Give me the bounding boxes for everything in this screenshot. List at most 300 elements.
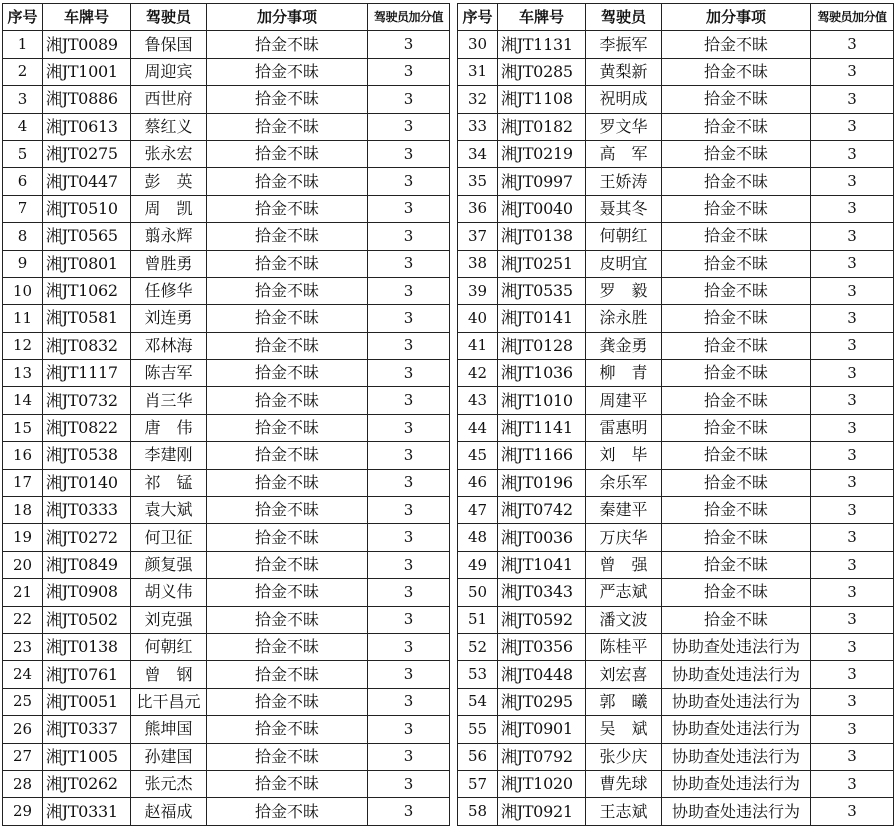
bonus-item-cell: 拾金不昧 xyxy=(662,469,811,496)
driver-name-cell: 蔡红义 xyxy=(131,113,207,140)
plate-number-cell: 湘JT0331 xyxy=(43,798,131,825)
bonus-item-cell: 协助查处违法行为 xyxy=(662,798,811,825)
driver-name-cell: 张永宏 xyxy=(131,140,207,167)
header-plate: 车牌号 xyxy=(498,4,586,31)
bonus-points-cell: 3 xyxy=(368,360,450,387)
driver-name-cell: 罗文华 xyxy=(586,113,662,140)
bonus-points-cell: 3 xyxy=(811,497,894,524)
bonus-item-cell: 拾金不昧 xyxy=(662,113,811,140)
bonus-item-cell: 协助查处违法行为 xyxy=(662,661,811,688)
bonus-points-cell: 3 xyxy=(811,469,894,496)
driver-name-cell: 颜复强 xyxy=(131,551,207,578)
table-row xyxy=(458,58,894,85)
bonus-item-cell: 拾金不昧 xyxy=(662,86,811,113)
driver-name-cell: 龚金勇 xyxy=(586,332,662,359)
header-points: 驾驶员加分值 xyxy=(368,4,450,31)
row-index-cell: 11 xyxy=(3,305,43,332)
row-index-cell: 2 xyxy=(3,58,43,85)
bonus-points-cell: 3 xyxy=(811,387,894,414)
driver-name-cell: 王娇涛 xyxy=(586,168,662,195)
bonus-item-cell: 拾金不昧 xyxy=(662,360,811,387)
plate-number-cell: 湘JT1005 xyxy=(43,743,131,770)
driver-name-cell: 肖三华 xyxy=(131,387,207,414)
table-row xyxy=(458,86,894,113)
row-index-cell: 43 xyxy=(458,387,498,414)
bonus-points-cell: 3 xyxy=(368,442,450,469)
row-index-cell: 10 xyxy=(3,277,43,304)
table-body-right xyxy=(458,31,894,825)
bonus-points-cell: 3 xyxy=(368,414,450,441)
driver-name-cell: 熊坤国 xyxy=(131,716,207,743)
bonus-item-cell: 拾金不昧 xyxy=(662,332,811,359)
driver-points-table-left xyxy=(2,3,450,826)
driver-name-cell: 鲁保国 xyxy=(131,31,207,58)
bonus-points-cell: 3 xyxy=(368,551,450,578)
row-index-cell: 48 xyxy=(458,524,498,551)
bonus-item-cell: 拾金不昧 xyxy=(207,688,368,715)
table-row xyxy=(458,579,894,606)
bonus-item-cell: 拾金不昧 xyxy=(662,195,811,222)
bonus-item-cell: 拾金不昧 xyxy=(207,770,368,797)
bonus-item-cell: 拾金不昧 xyxy=(207,360,368,387)
bonus-points-cell: 3 xyxy=(811,195,894,222)
table-row xyxy=(458,798,894,825)
driver-points-table-right xyxy=(457,3,894,826)
driver-name-cell: 曾 钢 xyxy=(131,661,207,688)
row-index-cell: 26 xyxy=(3,716,43,743)
row-index-cell: 23 xyxy=(3,633,43,660)
plate-number-cell: 湘JT0262 xyxy=(43,770,131,797)
plate-number-cell: 湘JT0448 xyxy=(498,661,586,688)
bonus-item-cell: 拾金不昧 xyxy=(662,305,811,332)
table-row xyxy=(458,716,894,743)
plate-number-cell: 湘JT1117 xyxy=(43,360,131,387)
row-index-cell: 7 xyxy=(3,195,43,222)
header-driver: 驾驶员 xyxy=(131,4,207,31)
bonus-points-cell: 3 xyxy=(368,250,450,277)
driver-name-cell: 皮明宜 xyxy=(586,250,662,277)
bonus-points-cell: 3 xyxy=(811,168,894,195)
plate-number-cell: 湘JT1020 xyxy=(498,770,586,797)
driver-name-cell: 刘克强 xyxy=(131,606,207,633)
table-row xyxy=(3,469,450,496)
bonus-item-cell: 协助查处违法行为 xyxy=(662,743,811,770)
bonus-points-cell: 3 xyxy=(368,195,450,222)
row-index-cell: 55 xyxy=(458,716,498,743)
plate-number-cell: 湘JT1001 xyxy=(43,58,131,85)
plate-number-cell: 湘JT0140 xyxy=(43,469,131,496)
table-row xyxy=(458,688,894,715)
bonus-item-cell: 协助查处违法行为 xyxy=(662,770,811,797)
header-points: 驾驶员加分值 xyxy=(811,4,894,31)
bonus-points-cell: 3 xyxy=(368,58,450,85)
driver-name-cell: 赵福成 xyxy=(131,798,207,825)
driver-name-cell: 涂永胜 xyxy=(586,305,662,332)
bonus-item-cell: 拾金不昧 xyxy=(207,551,368,578)
plate-number-cell: 湘JT0251 xyxy=(498,250,586,277)
row-index-cell: 50 xyxy=(458,579,498,606)
bonus-points-cell: 3 xyxy=(368,606,450,633)
table-row xyxy=(458,551,894,578)
driver-name-cell: 黄梨新 xyxy=(586,58,662,85)
bonus-points-cell: 3 xyxy=(368,743,450,770)
header-index: 序号 xyxy=(3,4,43,31)
bonus-item-cell: 拾金不昧 xyxy=(662,414,811,441)
row-index-cell: 3 xyxy=(3,86,43,113)
row-index-cell: 20 xyxy=(3,551,43,578)
row-index-cell: 52 xyxy=(458,633,498,660)
plate-number-cell: 湘JT0886 xyxy=(43,86,131,113)
row-index-cell: 39 xyxy=(458,277,498,304)
row-index-cell: 24 xyxy=(3,661,43,688)
row-index-cell: 4 xyxy=(3,113,43,140)
table-row xyxy=(458,168,894,195)
bonus-points-cell: 3 xyxy=(811,113,894,140)
bonus-item-cell: 拾金不昧 xyxy=(662,387,811,414)
driver-name-cell: 万庆华 xyxy=(586,524,662,551)
bonus-item-cell: 拾金不昧 xyxy=(207,140,368,167)
driver-name-cell: 唐 伟 xyxy=(131,414,207,441)
plate-number-cell: 湘JT0272 xyxy=(43,524,131,551)
table-row xyxy=(458,195,894,222)
bonus-item-cell: 协助查处违法行为 xyxy=(662,633,811,660)
table-row xyxy=(3,387,450,414)
table-row xyxy=(458,442,894,469)
table-row xyxy=(3,113,450,140)
driver-name-cell: 曾胜勇 xyxy=(131,250,207,277)
driver-name-cell: 刘连勇 xyxy=(131,305,207,332)
bonus-item-cell: 协助查处违法行为 xyxy=(662,716,811,743)
bonus-points-cell: 3 xyxy=(368,332,450,359)
table-row xyxy=(3,86,450,113)
bonus-item-cell: 拾金不昧 xyxy=(207,58,368,85)
bonus-points-cell: 3 xyxy=(811,360,894,387)
bonus-item-cell: 拾金不昧 xyxy=(207,497,368,524)
table-row xyxy=(3,360,450,387)
driver-name-cell: 李振军 xyxy=(586,31,662,58)
bonus-points-cell: 3 xyxy=(811,579,894,606)
table-row xyxy=(458,661,894,688)
plate-number-cell: 湘JT1062 xyxy=(43,277,131,304)
bonus-points-cell: 3 xyxy=(368,579,450,606)
plate-number-cell: 湘JT0337 xyxy=(43,716,131,743)
table-header-row xyxy=(458,4,894,31)
plate-number-cell: 湘JT0141 xyxy=(498,305,586,332)
row-index-cell: 56 xyxy=(458,743,498,770)
bonus-points-cell: 3 xyxy=(811,140,894,167)
plate-number-cell: 湘JT0565 xyxy=(43,223,131,250)
bonus-points-cell: 3 xyxy=(811,250,894,277)
driver-name-cell: 西世府 xyxy=(131,86,207,113)
bonus-item-cell: 拾金不昧 xyxy=(207,31,368,58)
table-row xyxy=(3,442,450,469)
plate-number-cell: 湘JT0128 xyxy=(498,332,586,359)
bonus-item-cell: 拾金不昧 xyxy=(207,332,368,359)
plate-number-cell: 湘JT0040 xyxy=(498,195,586,222)
row-index-cell: 22 xyxy=(3,606,43,633)
row-index-cell: 35 xyxy=(458,168,498,195)
row-index-cell: 58 xyxy=(458,798,498,825)
bonus-item-cell: 拾金不昧 xyxy=(207,195,368,222)
table-row xyxy=(3,31,450,58)
plate-number-cell: 湘JT0742 xyxy=(498,497,586,524)
plate-number-cell: 湘JT0138 xyxy=(498,223,586,250)
bonus-points-cell: 3 xyxy=(811,442,894,469)
row-index-cell: 6 xyxy=(3,168,43,195)
plate-number-cell: 湘JT0792 xyxy=(498,743,586,770)
plate-number-cell: 湘JT0732 xyxy=(43,387,131,414)
bonus-points-cell: 3 xyxy=(368,31,450,58)
table-row xyxy=(3,497,450,524)
row-index-cell: 37 xyxy=(458,223,498,250)
header-item: 加分事项 xyxy=(662,4,811,31)
driver-name-cell: 高 军 xyxy=(586,140,662,167)
bonus-points-cell: 3 xyxy=(811,661,894,688)
bonus-item-cell: 拾金不昧 xyxy=(207,606,368,633)
bonus-item-cell: 拾金不昧 xyxy=(207,743,368,770)
driver-name-cell: 刘 毕 xyxy=(586,442,662,469)
plate-number-cell: 湘JT0138 xyxy=(43,633,131,660)
plate-number-cell: 湘JT0921 xyxy=(498,798,586,825)
table-row xyxy=(458,743,894,770)
row-index-cell: 49 xyxy=(458,551,498,578)
table-row xyxy=(3,798,450,825)
bonus-points-cell: 3 xyxy=(811,743,894,770)
driver-name-cell: 比干昌元 xyxy=(131,688,207,715)
bonus-item-cell: 拾金不昧 xyxy=(207,414,368,441)
plate-number-cell: 湘JT0592 xyxy=(498,606,586,633)
row-index-cell: 13 xyxy=(3,360,43,387)
bonus-points-cell: 3 xyxy=(811,414,894,441)
row-index-cell: 12 xyxy=(3,332,43,359)
row-index-cell: 32 xyxy=(458,86,498,113)
driver-name-cell: 何卫征 xyxy=(131,524,207,551)
plate-number-cell: 湘JT0285 xyxy=(498,58,586,85)
bonus-points-cell: 3 xyxy=(368,770,450,797)
table-row xyxy=(458,524,894,551)
bonus-item-cell: 协助查处违法行为 xyxy=(662,688,811,715)
table-row xyxy=(3,58,450,85)
table-row xyxy=(458,414,894,441)
bonus-item-cell: 拾金不昧 xyxy=(207,250,368,277)
table-row xyxy=(458,497,894,524)
table-row xyxy=(458,360,894,387)
bonus-item-cell: 拾金不昧 xyxy=(207,524,368,551)
row-index-cell: 45 xyxy=(458,442,498,469)
bonus-points-cell: 3 xyxy=(368,168,450,195)
bonus-points-cell: 3 xyxy=(368,223,450,250)
row-index-cell: 16 xyxy=(3,442,43,469)
driver-name-cell: 王志斌 xyxy=(586,798,662,825)
table-row xyxy=(3,195,450,222)
bonus-points-cell: 3 xyxy=(368,661,450,688)
bonus-item-cell: 拾金不昧 xyxy=(207,442,368,469)
bonus-points-cell: 3 xyxy=(368,113,450,140)
plate-number-cell: 湘JT0182 xyxy=(498,113,586,140)
driver-name-cell: 曾 强 xyxy=(586,551,662,578)
row-index-cell: 28 xyxy=(3,770,43,797)
bonus-points-cell: 3 xyxy=(368,633,450,660)
bonus-points-cell: 3 xyxy=(368,798,450,825)
plate-number-cell: 湘JT1131 xyxy=(498,31,586,58)
row-index-cell: 18 xyxy=(3,497,43,524)
table-row xyxy=(458,387,894,414)
row-index-cell: 25 xyxy=(3,688,43,715)
table-row xyxy=(3,223,450,250)
table-row xyxy=(458,332,894,359)
bonus-item-cell: 拾金不昧 xyxy=(207,387,368,414)
bonus-points-cell: 3 xyxy=(811,31,894,58)
bonus-item-cell: 拾金不昧 xyxy=(207,305,368,332)
plate-number-cell: 湘JT0761 xyxy=(43,661,131,688)
driver-name-cell: 刘宏喜 xyxy=(586,661,662,688)
driver-name-cell: 周 凯 xyxy=(131,195,207,222)
table-row xyxy=(458,250,894,277)
bonus-points-cell: 3 xyxy=(368,688,450,715)
table-row xyxy=(3,716,450,743)
plate-number-cell: 湘JT0219 xyxy=(498,140,586,167)
bonus-points-cell: 3 xyxy=(811,798,894,825)
row-index-cell: 47 xyxy=(458,497,498,524)
row-index-cell: 14 xyxy=(3,387,43,414)
table-row xyxy=(3,332,450,359)
driver-name-cell: 李建刚 xyxy=(131,442,207,469)
plate-number-cell: 湘JT0908 xyxy=(43,579,131,606)
table-row xyxy=(3,661,450,688)
bonus-points-cell: 3 xyxy=(811,524,894,551)
table-row xyxy=(3,579,450,606)
plate-number-cell: 湘JT0901 xyxy=(498,716,586,743)
plate-number-cell: 湘JT0089 xyxy=(43,31,131,58)
table-row xyxy=(3,140,450,167)
driver-name-cell: 秦建平 xyxy=(586,497,662,524)
row-index-cell: 33 xyxy=(458,113,498,140)
plate-number-cell: 湘JT0333 xyxy=(43,497,131,524)
plate-number-cell: 湘JT0356 xyxy=(498,633,586,660)
table-row xyxy=(458,113,894,140)
table-row xyxy=(3,305,450,332)
bonus-points-cell: 3 xyxy=(811,332,894,359)
driver-name-cell: 何朝红 xyxy=(131,633,207,660)
table-row xyxy=(3,606,450,633)
row-index-cell: 40 xyxy=(458,305,498,332)
driver-name-cell: 周建平 xyxy=(586,387,662,414)
row-index-cell: 53 xyxy=(458,661,498,688)
bonus-points-cell: 3 xyxy=(811,223,894,250)
plate-number-cell: 湘JT0447 xyxy=(43,168,131,195)
bonus-points-cell: 3 xyxy=(368,469,450,496)
driver-name-cell: 陈吉军 xyxy=(131,360,207,387)
driver-name-cell: 吴 斌 xyxy=(586,716,662,743)
bonus-points-cell: 3 xyxy=(368,277,450,304)
plate-number-cell: 湘JT0581 xyxy=(43,305,131,332)
row-index-cell: 8 xyxy=(3,223,43,250)
plate-number-cell: 湘JT0997 xyxy=(498,168,586,195)
row-index-cell: 41 xyxy=(458,332,498,359)
bonus-item-cell: 拾金不昧 xyxy=(662,223,811,250)
bonus-item-cell: 拾金不昧 xyxy=(207,579,368,606)
table-row xyxy=(458,140,894,167)
bonus-points-cell: 3 xyxy=(811,551,894,578)
bonus-item-cell: 拾金不昧 xyxy=(207,86,368,113)
row-index-cell: 57 xyxy=(458,770,498,797)
bonus-item-cell: 拾金不昧 xyxy=(207,469,368,496)
table-row xyxy=(3,277,450,304)
bonus-item-cell: 拾金不昧 xyxy=(662,497,811,524)
row-index-cell: 51 xyxy=(458,606,498,633)
driver-name-cell: 祝明成 xyxy=(586,86,662,113)
table-row xyxy=(3,414,450,441)
bonus-points-cell: 3 xyxy=(811,770,894,797)
bonus-item-cell: 拾金不昧 xyxy=(662,277,811,304)
plate-number-cell: 湘JT0535 xyxy=(498,277,586,304)
plate-number-cell: 湘JT0196 xyxy=(498,469,586,496)
table-row xyxy=(3,551,450,578)
bonus-item-cell: 拾金不昧 xyxy=(662,250,811,277)
header-item: 加分事项 xyxy=(207,4,368,31)
table-row xyxy=(458,770,894,797)
driver-name-cell: 胡义伟 xyxy=(131,579,207,606)
driver-name-cell: 余乐军 xyxy=(586,469,662,496)
row-index-cell: 36 xyxy=(458,195,498,222)
row-index-cell: 27 xyxy=(3,743,43,770)
row-index-cell: 54 xyxy=(458,688,498,715)
driver-name-cell: 祁 锰 xyxy=(131,469,207,496)
bonus-item-cell: 拾金不昧 xyxy=(207,223,368,250)
plate-number-cell: 湘JT0051 xyxy=(43,688,131,715)
row-index-cell: 30 xyxy=(458,31,498,58)
plate-number-cell: 湘JT0275 xyxy=(43,140,131,167)
table-row xyxy=(3,250,450,277)
plate-number-cell: 湘JT1041 xyxy=(498,551,586,578)
bonus-points-cell: 3 xyxy=(811,305,894,332)
driver-name-cell: 张元杰 xyxy=(131,770,207,797)
driver-name-cell: 翦永辉 xyxy=(131,223,207,250)
table-row xyxy=(3,688,450,715)
row-index-cell: 19 xyxy=(3,524,43,551)
plate-number-cell: 湘JT0502 xyxy=(43,606,131,633)
bonus-item-cell: 拾金不昧 xyxy=(662,140,811,167)
bonus-item-cell: 拾金不昧 xyxy=(662,31,811,58)
row-index-cell: 9 xyxy=(3,250,43,277)
bonus-item-cell: 拾金不昧 xyxy=(207,661,368,688)
table-body-left xyxy=(3,31,450,825)
plate-number-cell: 湘JT0613 xyxy=(43,113,131,140)
header-index: 序号 xyxy=(458,4,498,31)
row-index-cell: 21 xyxy=(3,579,43,606)
driver-name-cell: 袁大斌 xyxy=(131,497,207,524)
driver-name-cell: 聂其冬 xyxy=(586,195,662,222)
bonus-points-cell: 3 xyxy=(811,688,894,715)
row-index-cell: 38 xyxy=(458,250,498,277)
plate-number-cell: 湘JT1010 xyxy=(498,387,586,414)
row-index-cell: 34 xyxy=(458,140,498,167)
header-plate: 车牌号 xyxy=(43,4,131,31)
table-row xyxy=(458,606,894,633)
row-index-cell: 46 xyxy=(458,469,498,496)
plate-number-cell: 湘JT0295 xyxy=(498,688,586,715)
plate-number-cell: 湘JT0849 xyxy=(43,551,131,578)
plate-number-cell: 湘JT1108 xyxy=(498,86,586,113)
bonus-points-cell: 3 xyxy=(368,497,450,524)
bonus-points-cell: 3 xyxy=(368,86,450,113)
table-row xyxy=(3,524,450,551)
row-index-cell: 5 xyxy=(3,140,43,167)
plate-number-cell: 湘JT0822 xyxy=(43,414,131,441)
bonus-points-cell: 3 xyxy=(368,140,450,167)
driver-name-cell: 邓林海 xyxy=(131,332,207,359)
row-index-cell: 31 xyxy=(458,58,498,85)
